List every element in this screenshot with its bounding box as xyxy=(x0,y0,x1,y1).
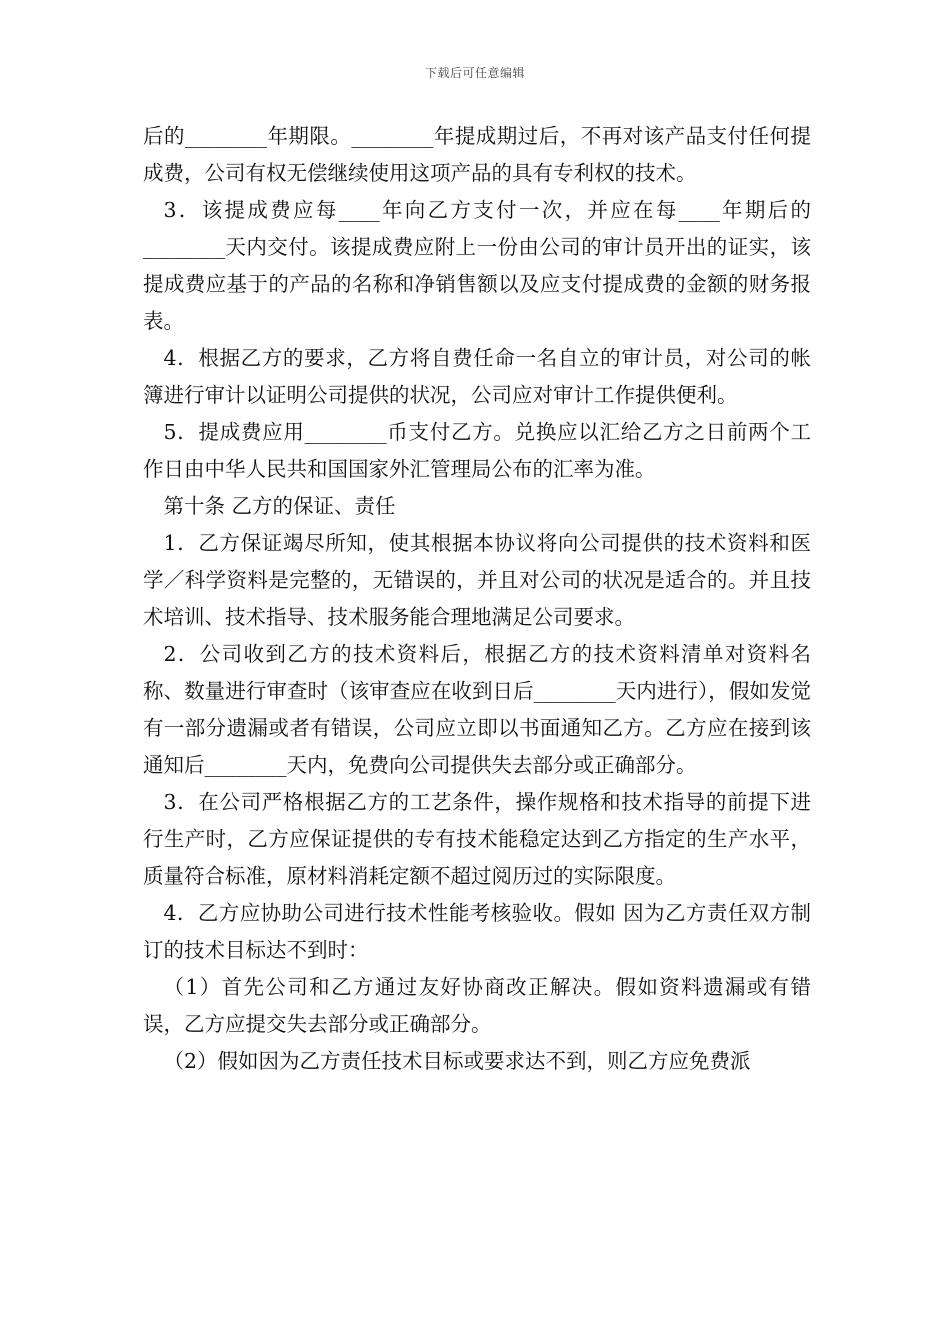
page-header: 下载后可任意编辑 xyxy=(424,66,525,80)
paragraph-clause-3-payment: 3．该提成费应每____年向乙方支付一次，并应在每____年期后的________天内交付。该提成费应附上一份由公司的审计员开出的证实，该提成费应基于的产品的名称和净销售额以及应支付提成费的金额的财务报表。 xyxy=(143,198,811,333)
paragraph-warranty-4: 4．乙方应协助公司进行技术性能考核验收。假如 因为乙方责任双方制订的技术目标达不到时： xyxy=(143,901,811,962)
paragraph-clause-4-audit: 4．根据乙方的要求，乙方将自费任命一名自立的审计员，对公司的帐簿进行审计以证明公司提供的状况，公司应对审计工作提供便利。 xyxy=(143,346,811,407)
paragraph-warranty-1: 1．乙方保证竭尽所知，使其根据本协议将向公司提供的技术资料和医学／科学资料是完整的，无错误的，并且对公司的状况是适合的。并且技术培训、技术指导、技术服务能合理地满足公司要求。 xyxy=(143,531,811,629)
paragraph-royalty-term: 后的________年期限。________年提成期过后，不再对该产品支付任何提成费，公司有权无偿继续使用这项产品的具有专利权的技术。 xyxy=(143,124,811,185)
paragraph-subitem-1: （1）首先公司和乙方通过友好协商改正解决。假如资料遗漏或有错误，乙方应提交失去部分或正确部分。 xyxy=(143,975,811,1036)
paragraph-subitem-2: （2）假如因为乙方责任技术目标或要求达不到，则乙方应免费派 xyxy=(163,1049,751,1073)
paragraph-clause-5-currency: 5．提成费应用________币支付乙方。兑换应以汇给乙方之日前两个工作日由中华人民共和国国家外汇管理局公布的汇率为准。 xyxy=(143,420,811,481)
paragraph-warranty-3: 3．在公司严格根据乙方的工艺条件，操作规格和技术指导的前提下进行生产时，乙方应保证提供的专有技术能稳定达到乙方指定的生产水平，质量符合标准，原材料消耗定额不超过阅历过的实际限度。 xyxy=(143,790,811,888)
paragraph-warranty-2: 2．公司收到乙方的技术资料后，根据乙方的技术资料清单对资料名称、数量进行审查时（该审查应在收到日后________天内进行），假如发觉有一部分遗漏或者有错误，公司应立即以书面通知乙方。乙方应在接到该通知后________天内，免费向公司提供失去部分或正确部分。 xyxy=(143,642,811,777)
article-10-heading: 第十条 乙方的保证、责任 xyxy=(163,494,396,518)
document-body xyxy=(143,118,811,1080)
